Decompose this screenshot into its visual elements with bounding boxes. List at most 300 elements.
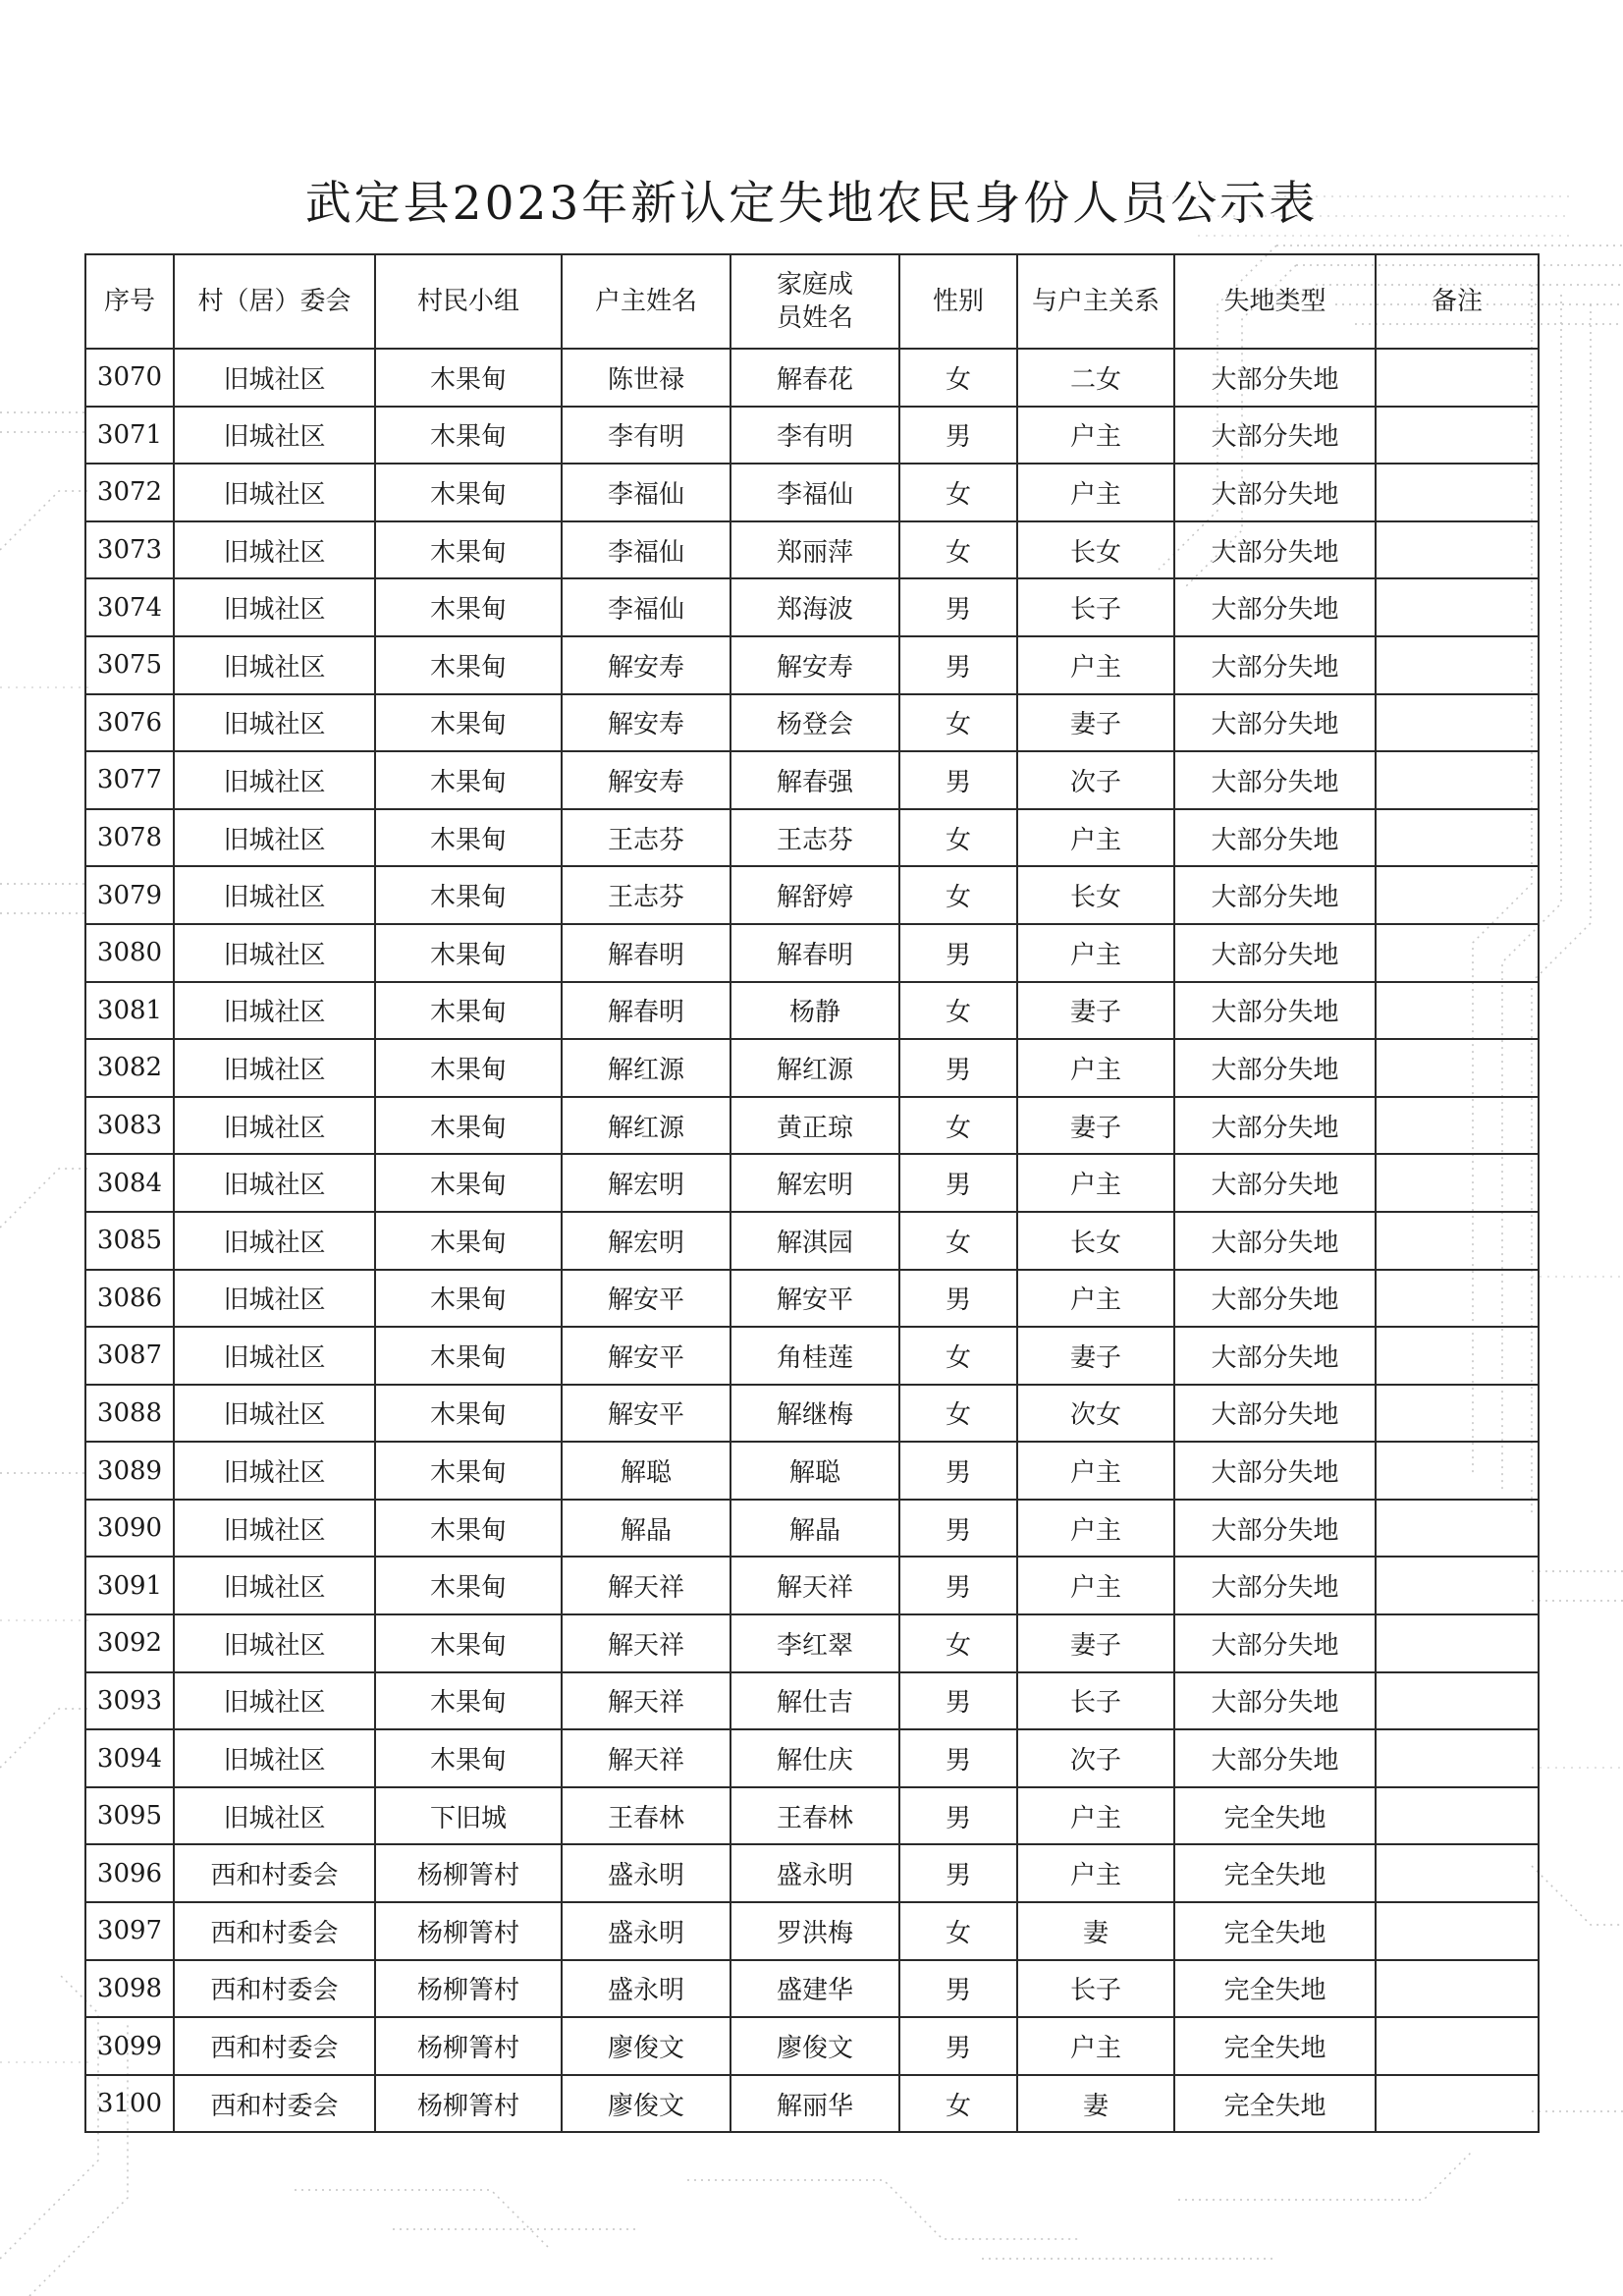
cell-householder: 解安寿 xyxy=(562,636,730,694)
cell-committee: 旧城社区 xyxy=(174,1154,375,1212)
cell-relation: 妻子 xyxy=(1017,694,1174,752)
cell-member: 解春花 xyxy=(730,349,899,407)
cell-gender: 男 xyxy=(899,2017,1017,2075)
cell-land-type: 大部分失地 xyxy=(1174,1270,1376,1328)
cell-land-type: 大部分失地 xyxy=(1174,924,1376,982)
cell-member: 王志芬 xyxy=(730,809,899,867)
cell-householder: 王春林 xyxy=(562,1787,730,1845)
cell-householder: 解红源 xyxy=(562,1097,730,1155)
header-row xyxy=(85,254,1539,349)
cell-group: 杨柳箐村 xyxy=(375,1902,562,1960)
table-row xyxy=(85,464,1539,521)
cell-land-type: 大部分失地 xyxy=(1174,751,1376,809)
cell-index: 3070 xyxy=(85,349,174,407)
cell-remarks xyxy=(1376,1212,1539,1270)
cell-group: 木果甸 xyxy=(375,1154,562,1212)
cell-remarks xyxy=(1376,2017,1539,2075)
table-row xyxy=(85,1672,1539,1730)
cell-index: 3083 xyxy=(85,1097,174,1155)
cell-index: 3087 xyxy=(85,1327,174,1385)
cell-index: 3089 xyxy=(85,1442,174,1500)
cell-member: 解舒婷 xyxy=(730,866,899,924)
cell-member: 解红源 xyxy=(730,1039,899,1097)
cell-gender: 男 xyxy=(899,1844,1017,1902)
cell-index: 3080 xyxy=(85,924,174,982)
table-row xyxy=(85,1500,1539,1558)
cell-gender: 女 xyxy=(899,1385,1017,1443)
cell-member: 解仕庆 xyxy=(730,1729,899,1787)
cell-relation: 长女 xyxy=(1017,1212,1174,1270)
cell-relation: 户主 xyxy=(1017,1557,1174,1614)
header-cell-householder: 户主姓名 xyxy=(562,254,730,349)
cell-remarks xyxy=(1376,1097,1539,1155)
roster-table xyxy=(84,253,1540,2133)
cell-householder: 解宏明 xyxy=(562,1212,730,1270)
cell-member: 解天祥 xyxy=(730,1557,899,1614)
cell-land-type: 完全失地 xyxy=(1174,1902,1376,1960)
cell-relation: 妻子 xyxy=(1017,1327,1174,1385)
cell-householder: 盛永明 xyxy=(562,1902,730,1960)
cell-gender: 男 xyxy=(899,1729,1017,1787)
cell-householder: 陈世禄 xyxy=(562,349,730,407)
cell-relation: 户主 xyxy=(1017,1844,1174,1902)
cell-member: 解春强 xyxy=(730,751,899,809)
cell-remarks xyxy=(1376,1960,1539,2018)
cell-land-type: 大部分失地 xyxy=(1174,636,1376,694)
table-row xyxy=(85,1154,1539,1212)
cell-gender: 女 xyxy=(899,1327,1017,1385)
cell-committee: 旧城社区 xyxy=(174,407,375,465)
cell-remarks xyxy=(1376,924,1539,982)
cell-gender: 女 xyxy=(899,349,1017,407)
header-cell-committee: 村（居）委会 xyxy=(174,254,375,349)
cell-committee: 旧城社区 xyxy=(174,1039,375,1097)
cell-householder: 解安平 xyxy=(562,1327,730,1385)
cell-relation: 长女 xyxy=(1017,866,1174,924)
cell-gender: 男 xyxy=(899,407,1017,465)
cell-householder: 李福仙 xyxy=(562,578,730,636)
cell-gender: 男 xyxy=(899,1500,1017,1558)
cell-index: 3094 xyxy=(85,1729,174,1787)
cell-index: 3098 xyxy=(85,1960,174,2018)
cell-remarks xyxy=(1376,1039,1539,1097)
cell-group: 杨柳箐村 xyxy=(375,1844,562,1902)
cell-group: 杨柳箐村 xyxy=(375,2075,562,2133)
cell-member: 解安寿 xyxy=(730,636,899,694)
cell-group: 木果甸 xyxy=(375,751,562,809)
cell-remarks xyxy=(1376,1270,1539,1328)
table-row xyxy=(85,1614,1539,1672)
cell-gender: 女 xyxy=(899,1212,1017,1270)
cell-group: 木果甸 xyxy=(375,1212,562,1270)
header-cell-member: 家庭成员姓名 xyxy=(730,254,899,349)
cell-remarks xyxy=(1376,1442,1539,1500)
cell-group: 木果甸 xyxy=(375,1097,562,1155)
cell-relation: 户主 xyxy=(1017,1270,1174,1328)
cell-relation: 次子 xyxy=(1017,1729,1174,1787)
cell-land-type: 大部分失地 xyxy=(1174,809,1376,867)
cell-relation: 户主 xyxy=(1017,464,1174,521)
cell-member: 解丽华 xyxy=(730,2075,899,2133)
cell-relation: 次女 xyxy=(1017,1385,1174,1443)
cell-index: 3084 xyxy=(85,1154,174,1212)
cell-group: 木果甸 xyxy=(375,1614,562,1672)
cell-committee: 西和村委会 xyxy=(174,1902,375,1960)
cell-relation: 妻子 xyxy=(1017,982,1174,1040)
table-row xyxy=(85,1270,1539,1328)
cell-index: 3078 xyxy=(85,809,174,867)
cell-gender: 男 xyxy=(899,1787,1017,1845)
cell-member: 解安平 xyxy=(730,1270,899,1328)
cell-land-type: 大部分失地 xyxy=(1174,1039,1376,1097)
cell-land-type: 大部分失地 xyxy=(1174,1614,1376,1672)
cell-member: 李福仙 xyxy=(730,464,899,521)
cell-land-type: 大部分失地 xyxy=(1174,694,1376,752)
cell-group: 木果甸 xyxy=(375,636,562,694)
cell-committee: 旧城社区 xyxy=(174,1270,375,1328)
cell-committee: 旧城社区 xyxy=(174,1212,375,1270)
cell-committee: 西和村委会 xyxy=(174,2017,375,2075)
cell-index: 3077 xyxy=(85,751,174,809)
cell-gender: 女 xyxy=(899,866,1017,924)
cell-land-type: 大部分失地 xyxy=(1174,982,1376,1040)
header-cell-gender: 性别 xyxy=(899,254,1017,349)
cell-index: 3099 xyxy=(85,2017,174,2075)
cell-relation: 妻 xyxy=(1017,1902,1174,1960)
cell-member: 杨登会 xyxy=(730,694,899,752)
cell-gender: 女 xyxy=(899,521,1017,579)
cell-committee: 旧城社区 xyxy=(174,751,375,809)
cell-index: 3090 xyxy=(85,1500,174,1558)
cell-householder: 廖俊文 xyxy=(562,2017,730,2075)
cell-householder: 解春明 xyxy=(562,982,730,1040)
cell-group: 木果甸 xyxy=(375,982,562,1040)
cell-group: 木果甸 xyxy=(375,1327,562,1385)
cell-householder: 解宏明 xyxy=(562,1154,730,1212)
cell-gender: 男 xyxy=(899,924,1017,982)
cell-index: 3072 xyxy=(85,464,174,521)
cell-member: 解继梅 xyxy=(730,1385,899,1443)
table-body xyxy=(85,349,1539,2132)
table-row xyxy=(85,1960,1539,2018)
cell-committee: 旧城社区 xyxy=(174,1385,375,1443)
cell-householder: 解安平 xyxy=(562,1385,730,1443)
cell-member: 廖俊文 xyxy=(730,2017,899,2075)
cell-land-type: 大部分失地 xyxy=(1174,1729,1376,1787)
cell-group: 木果甸 xyxy=(375,1729,562,1787)
cell-land-type: 完全失地 xyxy=(1174,1844,1376,1902)
cell-remarks xyxy=(1376,1729,1539,1787)
cell-group: 木果甸 xyxy=(375,1442,562,1500)
cell-householder: 解天祥 xyxy=(562,1614,730,1672)
table-row xyxy=(85,1212,1539,1270)
cell-gender: 男 xyxy=(899,636,1017,694)
cell-index: 3096 xyxy=(85,1844,174,1902)
cell-land-type: 大部分失地 xyxy=(1174,1442,1376,1500)
cell-member: 解晶 xyxy=(730,1500,899,1558)
table-row xyxy=(85,809,1539,867)
cell-group: 木果甸 xyxy=(375,464,562,521)
table-row xyxy=(85,1097,1539,1155)
cell-committee: 旧城社区 xyxy=(174,866,375,924)
cell-committee: 西和村委会 xyxy=(174,1844,375,1902)
cell-gender: 女 xyxy=(899,464,1017,521)
cell-committee: 旧城社区 xyxy=(174,1614,375,1672)
cell-relation: 长子 xyxy=(1017,1672,1174,1730)
cell-committee: 旧城社区 xyxy=(174,1500,375,1558)
cell-remarks xyxy=(1376,809,1539,867)
cell-householder: 解聪 xyxy=(562,1442,730,1500)
table-row xyxy=(85,866,1539,924)
cell-land-type: 大部分失地 xyxy=(1174,1500,1376,1558)
cell-index: 3086 xyxy=(85,1270,174,1328)
cell-remarks xyxy=(1376,636,1539,694)
header-cell-index: 序号 xyxy=(85,254,174,349)
table-row xyxy=(85,1442,1539,1500)
cell-index: 3093 xyxy=(85,1672,174,1730)
cell-relation: 户主 xyxy=(1017,636,1174,694)
cell-index: 3081 xyxy=(85,982,174,1040)
header-cell-remarks: 备注 xyxy=(1376,254,1539,349)
cell-index: 3095 xyxy=(85,1787,174,1845)
cell-land-type: 完全失地 xyxy=(1174,1960,1376,2018)
cell-member: 罗洪梅 xyxy=(730,1902,899,1960)
page-title: 武定县2023年新认定失地农民身份人员公示表 xyxy=(304,177,1319,231)
cell-householder: 李福仙 xyxy=(562,521,730,579)
cell-gender: 女 xyxy=(899,2075,1017,2133)
cell-member: 杨静 xyxy=(730,982,899,1040)
cell-land-type: 完全失地 xyxy=(1174,1787,1376,1845)
cell-group: 木果甸 xyxy=(375,809,562,867)
cell-index: 3091 xyxy=(85,1557,174,1614)
cell-gender: 女 xyxy=(899,1902,1017,1960)
cell-group: 木果甸 xyxy=(375,866,562,924)
cell-committee: 旧城社区 xyxy=(174,809,375,867)
cell-relation: 妻子 xyxy=(1017,1614,1174,1672)
cell-gender: 男 xyxy=(899,1442,1017,1500)
cell-member: 郑海波 xyxy=(730,578,899,636)
cell-committee: 旧城社区 xyxy=(174,349,375,407)
cell-remarks xyxy=(1376,578,1539,636)
cell-committee: 旧城社区 xyxy=(174,1729,375,1787)
table-row xyxy=(85,1787,1539,1845)
table-row xyxy=(85,1039,1539,1097)
cell-group: 木果甸 xyxy=(375,1385,562,1443)
cell-index: 3074 xyxy=(85,578,174,636)
cell-committee: 旧城社区 xyxy=(174,636,375,694)
cell-index: 3076 xyxy=(85,694,174,752)
cell-group: 木果甸 xyxy=(375,1270,562,1328)
cell-group: 杨柳箐村 xyxy=(375,1960,562,2018)
cell-land-type: 大部分失地 xyxy=(1174,1327,1376,1385)
cell-remarks xyxy=(1376,464,1539,521)
cell-gender: 女 xyxy=(899,1097,1017,1155)
cell-land-type: 大部分失地 xyxy=(1174,1097,1376,1155)
cell-householder: 解天祥 xyxy=(562,1557,730,1614)
cell-remarks xyxy=(1376,1385,1539,1443)
cell-member: 解仕吉 xyxy=(730,1672,899,1730)
cell-relation: 长女 xyxy=(1017,521,1174,579)
cell-gender: 男 xyxy=(899,1672,1017,1730)
cell-householder: 李福仙 xyxy=(562,464,730,521)
cell-group: 木果甸 xyxy=(375,349,562,407)
cell-committee: 旧城社区 xyxy=(174,1097,375,1155)
cell-gender: 男 xyxy=(899,1557,1017,1614)
cell-relation: 户主 xyxy=(1017,1154,1174,1212)
cell-householder: 盛永明 xyxy=(562,1960,730,2018)
cell-land-type: 大部分失地 xyxy=(1174,578,1376,636)
cell-householder: 王志芬 xyxy=(562,809,730,867)
cell-remarks xyxy=(1376,1614,1539,1672)
cell-committee: 西和村委会 xyxy=(174,2075,375,2133)
cell-remarks xyxy=(1376,694,1539,752)
cell-relation: 长子 xyxy=(1017,578,1174,636)
cell-remarks xyxy=(1376,1154,1539,1212)
cell-land-type: 大部分失地 xyxy=(1174,866,1376,924)
cell-remarks xyxy=(1376,521,1539,579)
cell-gender: 女 xyxy=(899,982,1017,1040)
cell-remarks xyxy=(1376,1844,1539,1902)
cell-member: 王春林 xyxy=(730,1787,899,1845)
cell-committee: 旧城社区 xyxy=(174,982,375,1040)
cell-householder: 解安寿 xyxy=(562,694,730,752)
cell-remarks xyxy=(1376,407,1539,465)
cell-index: 3075 xyxy=(85,636,174,694)
table-row xyxy=(85,2017,1539,2075)
table-row xyxy=(85,349,1539,407)
table-row xyxy=(85,1729,1539,1787)
table-row xyxy=(85,636,1539,694)
cell-group: 木果甸 xyxy=(375,924,562,982)
cell-remarks xyxy=(1376,2075,1539,2133)
cell-land-type: 大部分失地 xyxy=(1174,349,1376,407)
table-row xyxy=(85,694,1539,752)
cell-relation: 户主 xyxy=(1017,1500,1174,1558)
cell-index: 3082 xyxy=(85,1039,174,1097)
cell-committee: 旧城社区 xyxy=(174,1327,375,1385)
cell-householder: 解红源 xyxy=(562,1039,730,1097)
cell-committee: 西和村委会 xyxy=(174,1960,375,2018)
cell-committee: 旧城社区 xyxy=(174,578,375,636)
cell-index: 3079 xyxy=(85,866,174,924)
table-row xyxy=(85,1557,1539,1614)
cell-relation: 户主 xyxy=(1017,1039,1174,1097)
cell-householder: 王志芬 xyxy=(562,866,730,924)
cell-land-type: 完全失地 xyxy=(1174,2075,1376,2133)
cell-gender: 男 xyxy=(899,1960,1017,2018)
cell-member: 李红翠 xyxy=(730,1614,899,1672)
cell-remarks xyxy=(1376,1787,1539,1845)
cell-householder: 解天祥 xyxy=(562,1672,730,1730)
cell-householder: 李有明 xyxy=(562,407,730,465)
table-row xyxy=(85,924,1539,982)
header-cell-group: 村民小组 xyxy=(375,254,562,349)
table-row xyxy=(85,407,1539,465)
cell-gender: 女 xyxy=(899,809,1017,867)
cell-householder: 解天祥 xyxy=(562,1729,730,1787)
cell-committee: 旧城社区 xyxy=(174,521,375,579)
cell-remarks xyxy=(1376,1902,1539,1960)
cell-remarks xyxy=(1376,349,1539,407)
cell-relation: 户主 xyxy=(1017,2017,1174,2075)
cell-householder: 解安平 xyxy=(562,1270,730,1328)
table-row xyxy=(85,982,1539,1040)
cell-land-type: 大部分失地 xyxy=(1174,1212,1376,1270)
cell-householder: 解春明 xyxy=(562,924,730,982)
cell-committee: 旧城社区 xyxy=(174,1557,375,1614)
cell-committee: 旧城社区 xyxy=(174,1787,375,1845)
header-cell-relation: 与户主关系 xyxy=(1017,254,1174,349)
cell-group: 下旧城 xyxy=(375,1787,562,1845)
cell-remarks xyxy=(1376,1672,1539,1730)
cell-land-type: 大部分失地 xyxy=(1174,407,1376,465)
table-row xyxy=(85,751,1539,809)
cell-relation: 户主 xyxy=(1017,1442,1174,1500)
cell-index: 3100 xyxy=(85,2075,174,2133)
cell-group: 木果甸 xyxy=(375,1039,562,1097)
cell-index: 3071 xyxy=(85,407,174,465)
cell-group: 木果甸 xyxy=(375,1500,562,1558)
cell-committee: 旧城社区 xyxy=(174,464,375,521)
table-row xyxy=(85,1327,1539,1385)
cell-relation: 户主 xyxy=(1017,924,1174,982)
cell-gender: 男 xyxy=(899,751,1017,809)
cell-remarks xyxy=(1376,982,1539,1040)
cell-member: 解春明 xyxy=(730,924,899,982)
cell-index: 3073 xyxy=(85,521,174,579)
cell-index: 3092 xyxy=(85,1614,174,1672)
cell-relation: 次子 xyxy=(1017,751,1174,809)
cell-relation: 长子 xyxy=(1017,1960,1174,2018)
table-row xyxy=(85,1902,1539,1960)
table-row xyxy=(85,521,1539,579)
cell-member: 角桂莲 xyxy=(730,1327,899,1385)
table-row xyxy=(85,578,1539,636)
cell-gender: 男 xyxy=(899,578,1017,636)
cell-group: 木果甸 xyxy=(375,578,562,636)
cell-land-type: 大部分失地 xyxy=(1174,464,1376,521)
cell-member: 李有明 xyxy=(730,407,899,465)
cell-remarks xyxy=(1376,751,1539,809)
cell-householder: 盛永明 xyxy=(562,1844,730,1902)
cell-relation: 户主 xyxy=(1017,407,1174,465)
cell-relation: 户主 xyxy=(1017,809,1174,867)
cell-remarks xyxy=(1376,866,1539,924)
cell-group: 木果甸 xyxy=(375,694,562,752)
cell-member: 解聪 xyxy=(730,1442,899,1500)
cell-gender: 男 xyxy=(899,1270,1017,1328)
cell-group: 杨柳箐村 xyxy=(375,2017,562,2075)
cell-remarks xyxy=(1376,1500,1539,1558)
cell-land-type: 大部分失地 xyxy=(1174,1385,1376,1443)
cell-householder: 解晶 xyxy=(562,1500,730,1558)
header-cell-land-type: 失地类型 xyxy=(1174,254,1376,349)
cell-group: 木果甸 xyxy=(375,1557,562,1614)
cell-gender: 女 xyxy=(899,1614,1017,1672)
table-row xyxy=(85,1385,1539,1443)
cell-householder: 廖俊文 xyxy=(562,2075,730,2133)
cell-gender: 男 xyxy=(899,1039,1017,1097)
cell-remarks xyxy=(1376,1557,1539,1614)
cell-index: 3088 xyxy=(85,1385,174,1443)
cell-member: 盛建华 xyxy=(730,1960,899,2018)
cell-member: 黄正琼 xyxy=(730,1097,899,1155)
cell-householder: 解安寿 xyxy=(562,751,730,809)
cell-gender: 男 xyxy=(899,1154,1017,1212)
cell-relation: 二女 xyxy=(1017,349,1174,407)
cell-land-type: 大部分失地 xyxy=(1174,521,1376,579)
cell-group: 木果甸 xyxy=(375,1672,562,1730)
